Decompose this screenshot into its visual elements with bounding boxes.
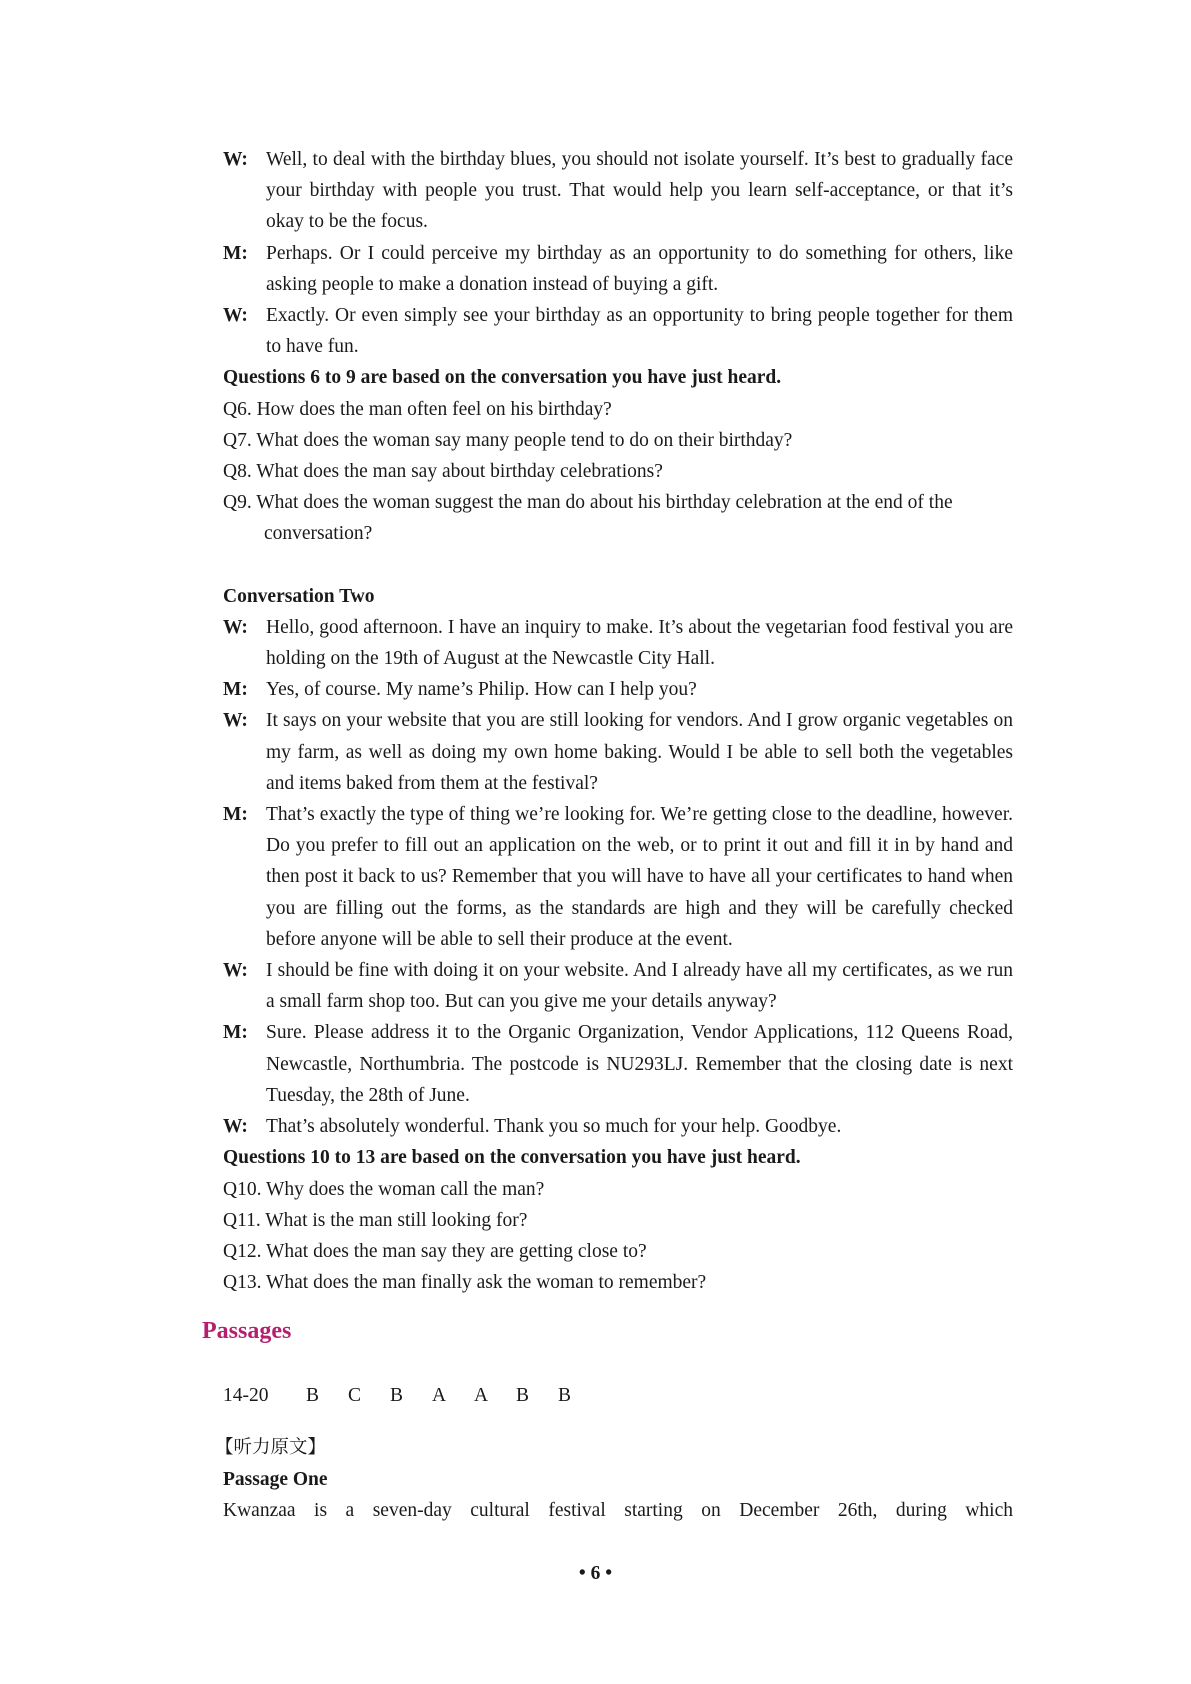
dialog-text: Well, to deal with the birthday blues, you should not isolate yourself. It’s best to gradually face your birthday with people you trust. That would help you learn self-acceptance, or that it’s okay to be the focus.	[266, 149, 1013, 233]
answer-letter: A	[432, 1385, 447, 1406]
answer-letter: A	[474, 1385, 489, 1406]
dialog-turn	[223, 238, 1013, 300]
section-heading-passages: Passages	[202, 1318, 292, 1344]
question-item: Q6. How does the man often feel on his birthday?	[223, 398, 612, 420]
dialog-text: Perhaps. Or I could perceive my birthday as an opportunity to do something for others, like asking people to make a donation instead of buying a gift.	[266, 242, 1013, 295]
dialog-turn	[223, 1111, 1013, 1142]
dialog-turn	[223, 705, 1013, 799]
dialog-text: Yes, of course. My name’s Philip. How can I help you?	[266, 679, 697, 701]
speaker-label: M:	[223, 1022, 248, 1044]
dialog-text: That’s absolutely wonderful. Thank you so much for your help. Goodbye.	[266, 1116, 842, 1138]
dialog-text: Exactly. Or even simply see your birthday as an opportunity to bring people together for them to have fun.	[266, 305, 1013, 358]
speaker-label: M:	[223, 242, 248, 264]
spacer	[223, 550, 1013, 581]
dialog-turn	[223, 955, 1013, 1017]
question-item: Q12. What does the man say they are getting close to?	[223, 1240, 647, 1262]
speaker-label: W:	[223, 1116, 248, 1138]
dialog-text: That’s exactly the type of thing we’re looking for. We’re getting close to the deadline, however. Do you prefer to fill out an application on the web, or to print it out and fill it in by hand and then post it back to us? Remember that you will have to have all your certificates to hand when you are filling out the forms, as the standards are high and they will be carefully checked before anyone will be able to sell their produce at the event.	[266, 804, 1013, 950]
dialog-text: Hello, good afternoon. I have an inquiry to make. It’s about the vegetarian food festival you are holding on the 19th of August at the Newcastle City Hall.	[266, 616, 1013, 670]
speaker-label: M:	[223, 804, 248, 826]
question-item: Q9. What does the woman suggest the man do about his birthday celebration at the end of the conversation?	[223, 492, 953, 545]
conversation-title: Conversation Two	[223, 585, 375, 607]
speaker-label: M:	[223, 679, 248, 701]
dialog-turn	[223, 799, 1013, 955]
dialog-text: It says on your website that you are still looking for vendors. And I grow organic vegetables on my farm, as well as doing my own home baking. Would I be able to sell both the vegetables and items baked from them at the festival?	[266, 710, 1013, 794]
answer-letter: B	[390, 1385, 404, 1406]
passage-title: Passage One	[223, 1469, 328, 1490]
speaker-label: W:	[223, 305, 248, 327]
question-item: Q7. What does the woman say many people tend to do on their birthday?	[223, 429, 793, 451]
passage-transcript	[215, 1432, 1013, 1526]
dialog-turn	[223, 144, 1013, 238]
questions-heading: Questions 10 to 13 are based on the conversation you have just heard.	[223, 1147, 801, 1169]
transcript-body	[223, 144, 1013, 1298]
question-item: Q8. What does the man say about birthday celebrations?	[223, 461, 663, 483]
dialog-text: Sure. Please address it to the Organic Organization, Vendor Applications, 112 Queens Road, Newcastle, Northumbria. The postcode is NU293LJ. Remember that the closing date is next Tuesday, the 28th of June.	[266, 1022, 1013, 1106]
speaker-label: W:	[223, 616, 248, 638]
dialog-turn	[223, 612, 1013, 674]
dialog-text: I should be fine with doing it on your website. And I already have all my certificates, as we run a small farm shop too. But can you give me your details anyway?	[266, 960, 1013, 1013]
speaker-label: W:	[223, 710, 248, 732]
speaker-label: W:	[223, 149, 248, 170]
passage-text: Kwanzaa is a seven-day cultural festival starting on December 26th, during which	[223, 1500, 1013, 1522]
dialog-turn	[223, 1017, 1013, 1111]
answer-letter: B	[306, 1385, 320, 1406]
transcript-label: 【听力原文】	[215, 1437, 327, 1458]
page-number: • 6 •	[578, 1563, 613, 1584]
question-item: Q11. What is the man still looking for?	[223, 1209, 528, 1231]
question-item: Q13. What does the man finally ask the woman to remember?	[223, 1272, 707, 1294]
dialog-turn	[223, 300, 1013, 362]
questions-heading: Questions 6 to 9 are based on the conversation you have just heard.	[223, 367, 782, 389]
answer-letter: C	[348, 1385, 362, 1406]
question-item: Q10. Why does the woman call the man?	[223, 1178, 545, 1200]
answer-letter: B	[558, 1385, 572, 1406]
answer-key-row	[223, 1380, 600, 1411]
dialog-turn	[223, 674, 1013, 705]
answer-range: 14-20	[223, 1385, 269, 1406]
answer-letter: B	[516, 1385, 530, 1406]
speaker-label: W:	[223, 960, 248, 982]
